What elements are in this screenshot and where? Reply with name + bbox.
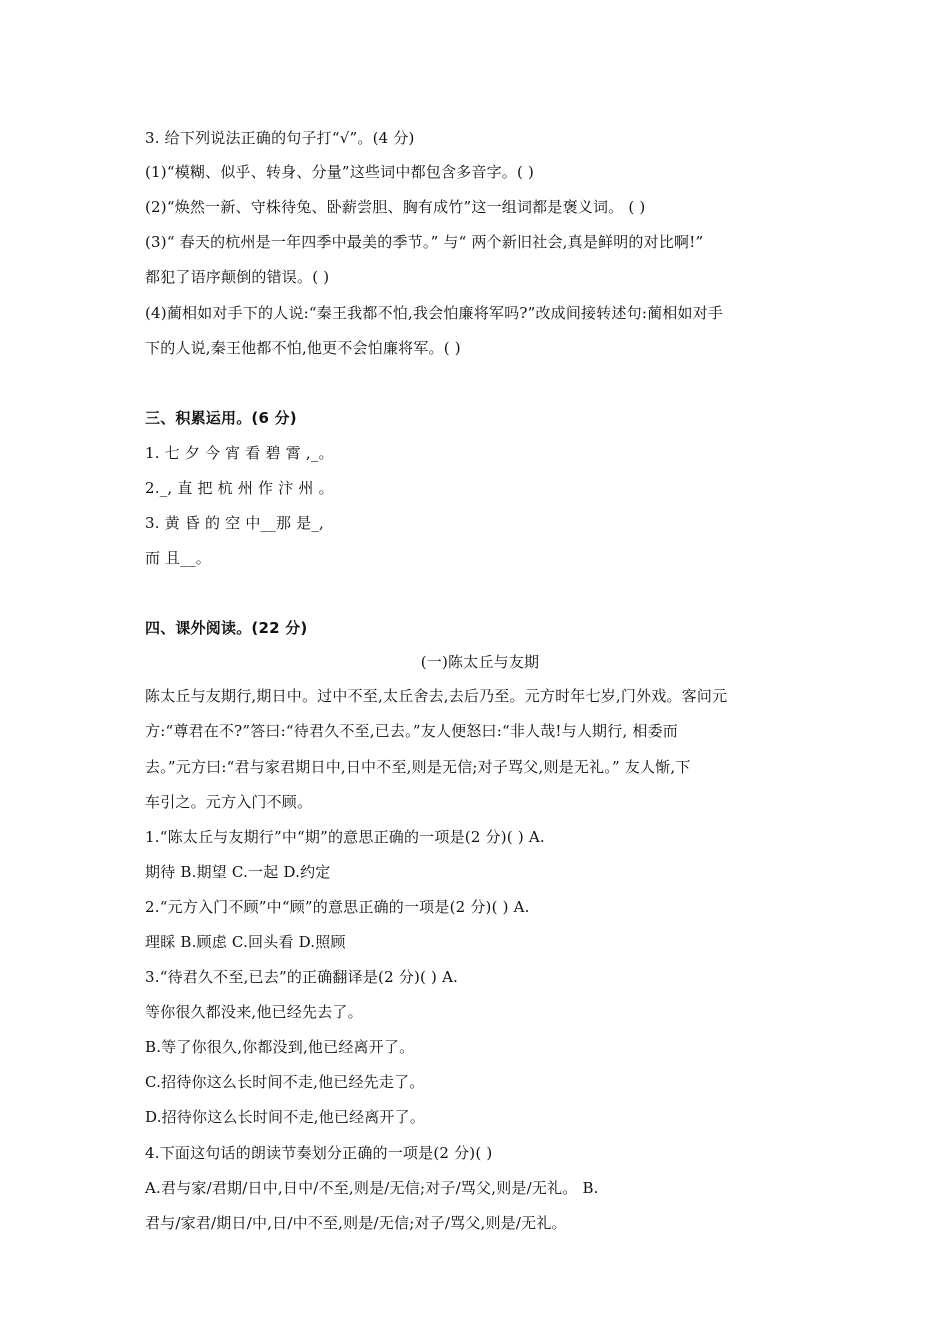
reading-question-3-option-d: D.招待你这么长时间不走,他已经离开了。	[145, 1108, 426, 1126]
section-three-line-2: 2._, 直 把 杭 州 作 汴 州 。	[145, 479, 334, 497]
question-3-item-3-cont: 都犯了语序颠倒的错误。( )	[145, 268, 330, 286]
reading-question-3-option-c: C.招待你这么长时间不走,他已经先走了。	[145, 1073, 425, 1091]
reading-question-4-option-a: A.君与家/君期/日中,日中/不至,则是/无信;对子/骂父,则是/无礼。 B.	[145, 1179, 599, 1197]
section-three-line-3: 3. 黄 昏 的 空 中__那 是_,	[145, 514, 324, 532]
section-three-line-1: 1. 七 夕 今 宵 看 碧 霄 ,_。	[145, 444, 334, 462]
reading-question-3-option-a: 等你很久都没来,他已经先去了。	[145, 1003, 363, 1021]
question-3-item-4-cont: 下的人说,秦王他都不怕,他更不会怕廉将军。( )	[145, 339, 461, 357]
passage-line-1: 陈太丘与友期行,期日中。过中不至,太丘舍去,去后乃至。元方时年七岁,门外戏。客问元	[145, 687, 728, 705]
section-three-heading: 三、积累运用。(6 分)	[145, 409, 297, 427]
reading-question-4-option-b: 君与/家君/期日/中,日/中不至,则是/无信;对子/骂父,则是/无礼。	[145, 1214, 567, 1232]
reading-question-1: 1.“陈太丘与友期行”中“期”的意思正确的一项是(2 分)( ) A.	[145, 828, 545, 846]
reading-question-3-option-b: B.等了你很久,你都没到,他已经离开了。	[145, 1038, 415, 1056]
section-four-heading: 四、课外阅读。(22 分)	[145, 619, 308, 637]
question-3-item-3: (3)“ 春天的杭州是一年四季中最美的季节。” 与“ 两个新旧社会,真是鲜明的对比啊!”	[145, 233, 704, 251]
reading-question-2-options: 理睬 B.顾虑 C.回头看 D.照顾	[145, 933, 346, 951]
reading-question-1-options: 期待 B.期望 C.一起 D.约定	[145, 863, 331, 881]
passage-line-3: 去。”元方曰:“君与家君期日中,日中不至,则是无信;对子骂父,则是无礼。” 友人惭,下	[145, 758, 691, 776]
reading-question-4: 4.下面这句话的朗读节奏划分正确的一项是(2 分)( )	[145, 1144, 493, 1162]
reading-question-2: 2.“元方入门不顾”中“顾”的意思正确的一项是(2 分)( ) A.	[145, 898, 530, 916]
question-3-title: 3. 给下列说法正确的句子打“√”。(4 分)	[145, 129, 415, 147]
question-3-item-2: (2)“焕然一新、守株待兔、卧薪尝胆、胸有成竹”这一组词都是褒义词。 ( )	[145, 198, 646, 216]
passage-line-2: 方:“尊君在不?”答曰:“待君久不至,已去。”友人便怒曰:“非人哉!与人期行, 相委而	[145, 722, 678, 740]
passage-line-4: 车引之。元方入门不顾。	[145, 793, 313, 811]
question-3-item-4: (4)蔺相如对手下的人说:“秦王我都不怕,我会怕廉将军吗?”改成间接转述句:蔺相如对手	[145, 304, 724, 322]
question-3-item-1: (1)“模糊、似乎、转身、分量”这些词中都包含多音字。( )	[145, 163, 535, 181]
reading-question-3: 3.“待君久不至,已去”的正确翻译是(2 分)( ) A.	[145, 968, 459, 986]
section-three-line-4: 而 且__。	[145, 549, 211, 567]
passage-title: (一)陈太丘与友期	[420, 653, 540, 671]
